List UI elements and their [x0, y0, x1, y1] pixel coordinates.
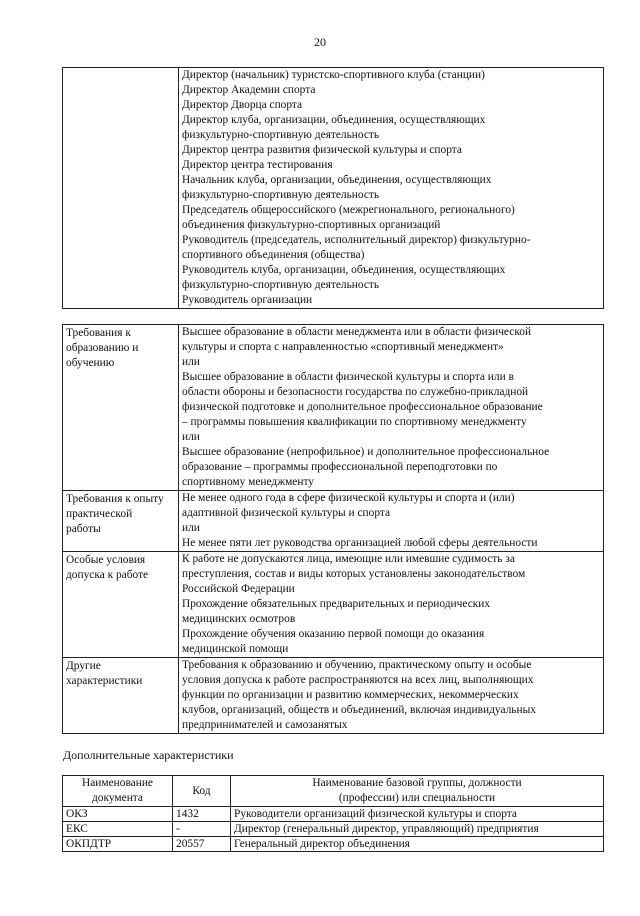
text-line: Не менее пяти лет руководства организацией любой сферы деятельности — [182, 537, 538, 549]
label-line: работы — [66, 523, 101, 535]
position-title: Директор центра развития физической культуры и спорта — [182, 144, 462, 156]
text-line: клубов, организаций, обществ и объединений, включая индивидуальных — [182, 704, 536, 716]
position-title: Председатель общероссийского (межрегионального, регионального) — [182, 204, 515, 216]
position-title: физкультурно-спортивную деятельность — [182, 189, 380, 201]
text-line: функции по организации и развитию коммерческих, некоммерческих — [182, 689, 519, 701]
text-line: К работе не допускаются лица, имеющие или имевшие судимость за — [182, 553, 515, 565]
cell-name: Директор (генеральный директор, управляющий) предприятия — [231, 822, 604, 837]
label-line: обучению — [66, 357, 115, 369]
requirements-table — [62, 324, 604, 734]
header-line: документа — [92, 792, 143, 804]
label-line: характеристики — [66, 675, 143, 687]
classification-row — [63, 807, 604, 822]
position-title: Директор центра тестирования — [182, 159, 333, 171]
positions-cell — [179, 68, 604, 309]
requirement-text — [179, 325, 604, 491]
positions-table — [62, 67, 604, 309]
text-line: медицинских осмотров — [182, 613, 296, 625]
position-title: Руководитель (председатель, исполнительный директор) физкультурно- — [182, 234, 531, 246]
text-line: физической подготовке и дополнительное профессиональное образование — [182, 401, 543, 413]
position-title: физкультурно-спортивную деятельность — [182, 129, 380, 141]
cell-document: ОКЗ — [63, 807, 173, 822]
text-line: условия допуска к работе распространяются на всех лиц, выполняющих — [182, 674, 534, 686]
position-title: физкультурно-спортивную деятельность — [182, 279, 380, 291]
position-title: Директор Дворца спорта — [182, 99, 303, 111]
text-line: Российской Федерации — [182, 583, 295, 595]
position-title: Начальник клуба, организации, объединения, осуществляющих — [182, 174, 492, 186]
classification-table — [62, 775, 604, 852]
position-title: Руководитель клуба, организации, объединения, осуществляющих — [182, 264, 506, 276]
header-code: Код — [173, 776, 231, 807]
requirement-label — [63, 491, 179, 552]
label-line: образованию и — [66, 342, 139, 354]
header-line: Наименование базовой группы, должности — [312, 777, 522, 789]
text-line: Требования к образованию и обучению, практическому опыту и особые — [182, 659, 532, 671]
text-line: Прохождение обучения оказанию первой помощи до оказания — [182, 628, 485, 640]
text-line: области обороны и безопасности государства по служебно-прикладной — [182, 386, 529, 398]
cell-code: 1432 — [173, 807, 231, 822]
requirement-row-experience — [63, 491, 604, 552]
requirement-row-other — [63, 658, 604, 734]
cell-name: Руководители организаций физической культуры и спорта — [231, 807, 604, 822]
label-line: практической — [66, 508, 133, 520]
text-line: Не менее одного года в сфере физической культуры и спорта и (или) — [182, 492, 515, 504]
header-line: Наименование — [82, 777, 153, 789]
requirement-text — [179, 552, 604, 658]
positions-row — [63, 68, 604, 309]
additional-heading: Дополнительные характеристики — [63, 748, 234, 762]
cell-document: ЕКС — [63, 822, 173, 837]
text-line: Высшее образование в области физической культуры и спорта или в — [182, 371, 514, 383]
position-title: Руководитель организации — [182, 294, 313, 306]
text-line: предпринимателей и самозанятых — [182, 719, 348, 731]
positions-empty-cell — [63, 68, 179, 309]
position-title: Директор клуба, организации, объединения, осуществляющих — [182, 114, 486, 126]
label-line: Другие — [66, 660, 101, 672]
header-name — [231, 776, 604, 807]
requirement-text — [179, 658, 604, 734]
text-line: или — [182, 431, 200, 443]
requirement-text — [179, 491, 604, 552]
label-line: Требования к — [66, 327, 131, 339]
cell-code: 20557 — [173, 837, 231, 852]
page-number: 20 — [314, 35, 326, 49]
header-line: (профессии) или специальности — [338, 792, 496, 804]
text-line: преступления, состав и виды которых установлены законодательством — [182, 568, 526, 580]
text-line: Прохождение обязательных предварительных и периодических — [182, 598, 491, 610]
cell-code: - — [173, 822, 231, 837]
label-line: Требования к опыту — [66, 493, 164, 505]
text-line: образование – программы профессиональной переподготовки по — [182, 461, 498, 473]
classification-row — [63, 822, 604, 837]
label-line: Особые условия — [66, 554, 146, 566]
requirement-label — [63, 658, 179, 734]
text-line: Высшее образование (непрофильное) и дополнительное профессиональное — [182, 446, 550, 458]
requirement-row-special-conditions — [63, 552, 604, 658]
text-line: медицинской помощи — [182, 643, 289, 655]
classification-header-row — [63, 776, 604, 807]
position-title: Директор Академии спорта — [182, 84, 316, 96]
header-document — [63, 776, 173, 807]
requirement-row-education — [63, 325, 604, 491]
position-title: спортивного объединения (общества) — [182, 249, 365, 261]
text-line: спортивному менеджменту — [182, 476, 314, 488]
cell-name: Генеральный директор объединения — [231, 837, 604, 852]
position-title: Директор (начальник) туристско-спортивного клуба (станции) — [182, 69, 485, 81]
text-line: – программы повышения квалификации по спортивному менеджменту — [182, 416, 527, 428]
text-line: или — [182, 522, 200, 534]
label-line: допуска к работе — [66, 569, 149, 581]
requirement-label — [63, 325, 179, 491]
position-title: объединения физкультурно-спортивных организаций — [182, 219, 441, 231]
requirement-label — [63, 552, 179, 658]
text-line: культуры и спорта с направленностью «спортивный менеджмент» — [182, 341, 504, 353]
classification-row — [63, 837, 604, 852]
cell-document: ОКПДТР — [63, 837, 173, 852]
text-line: или — [182, 356, 200, 368]
text-line: Высшее образование в области менеджмента или в области физической — [182, 326, 532, 338]
text-line: адаптивной физической культуры и спорта — [182, 507, 391, 519]
